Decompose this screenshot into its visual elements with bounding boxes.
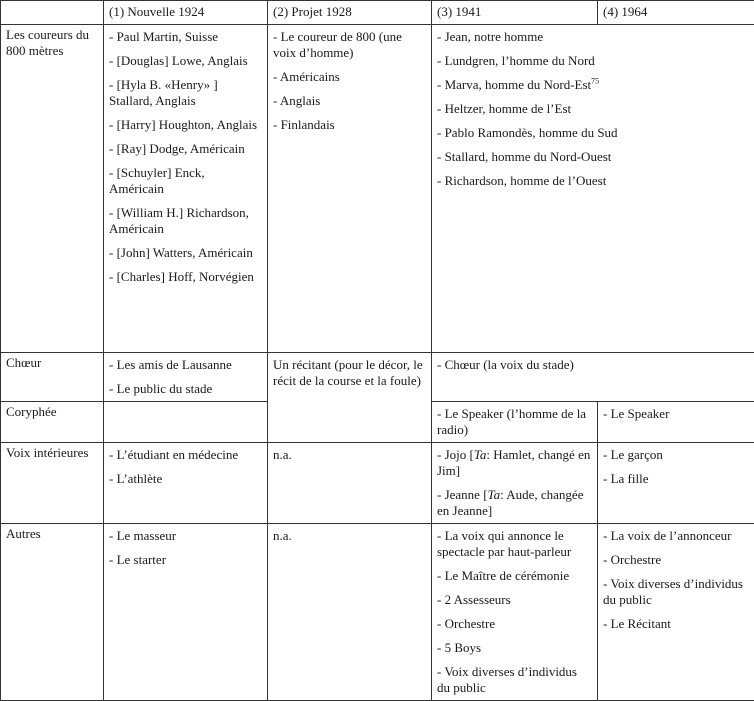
list-item: - Lundgren, l’homme du Nord	[437, 53, 749, 69]
list-item: - Chœur (la voix du stade)	[437, 357, 749, 373]
list-item: - Orchestre	[603, 552, 749, 568]
list-item: - Le masseur	[109, 528, 262, 544]
jeanne-suffix: : Aude, changée en Jeanne]	[437, 487, 583, 518]
row-label-choeur: Chœur	[1, 353, 104, 402]
cell-choeur-1924	[104, 353, 268, 402]
list-item: - [Hyla B. «Henry» ] Stallard, Anglais	[109, 77, 262, 109]
header-row	[1, 1, 754, 25]
row-coureurs	[1, 25, 754, 353]
cell-autres-1964	[598, 524, 754, 701]
list-item: n.a.	[273, 528, 426, 544]
list-item: - Finlandais	[273, 117, 426, 133]
row-autres	[1, 524, 754, 701]
list-item	[437, 487, 592, 519]
list-item: - 2 Assesseurs	[437, 592, 592, 608]
header-cell-empty	[1, 1, 104, 25]
list-item: - Les amis de Lausanne	[109, 357, 262, 373]
row-voix-interieures	[1, 443, 754, 524]
cell-coryphee-1964	[598, 402, 754, 443]
list-item: n.a.	[273, 447, 426, 463]
list-item: - Le Speaker (l’homme de la radio)	[437, 406, 592, 438]
list-item: - Stallard, homme du Nord-Ouest	[437, 149, 749, 165]
cell-coureurs-1941-1964	[432, 25, 754, 353]
list-item: Un récitant (pour le décor, le récit de la course et la foule)	[273, 357, 426, 389]
cell-autres-1928	[268, 524, 432, 701]
list-item: - Richardson, homme de l’Ouest	[437, 173, 749, 189]
row-choeur	[1, 353, 754, 402]
jeanne-prefix: - Jeanne [	[437, 487, 488, 502]
list-item: - [Douglas] Lowe, Anglais	[109, 53, 262, 69]
row-label-autres: Autres	[1, 524, 104, 701]
cell-coureurs-1924	[104, 25, 268, 353]
list-item	[437, 77, 749, 93]
row-label-voix: Voix intérieures	[1, 443, 104, 524]
list-item: - Le public du stade	[109, 381, 262, 397]
list-item: - [William H.] Richardson, Américain	[109, 205, 262, 237]
list-item: - Le Récitant	[603, 616, 749, 632]
list-item: - Heltzer, homme de l’Est	[437, 101, 749, 117]
cell-voix-1928	[268, 443, 432, 524]
cell-coryphee-1924	[104, 402, 268, 443]
list-item: - Le garçon	[603, 447, 749, 463]
list-item: - La fille	[603, 471, 749, 487]
list-item: - La voix de l’annonceur	[603, 528, 749, 544]
list-item: - Le coureur de 800 (une voix d’homme)	[273, 29, 426, 61]
list-item: - 5 Boys	[437, 640, 592, 656]
list-item: - Le starter	[109, 552, 262, 568]
jojo-prefix: - Jojo [	[437, 447, 474, 462]
list-item: - Voix diverses d’individus du public	[603, 576, 749, 608]
list-item: - Pablo Ramondès, homme du Sud	[437, 125, 749, 141]
list-item: - Américains	[273, 69, 426, 85]
cell-autres-1924	[104, 524, 268, 701]
list-item: - Voix diverses d’individus du public	[437, 664, 592, 696]
cell-choeur-1928	[268, 353, 432, 443]
cell-voix-1924	[104, 443, 268, 524]
list-item: - L’étudiant en médecine	[109, 447, 262, 463]
header-cell-1941: (3) 1941	[432, 1, 598, 25]
list-item: - Orchestre	[437, 616, 592, 632]
row-label-coryphee: Coryphée	[1, 402, 104, 443]
list-item: - Le Speaker	[603, 406, 749, 422]
header-cell-1924: (1) Nouvelle 1924	[104, 1, 268, 25]
list-item: - [Harry] Houghton, Anglais	[109, 117, 262, 133]
list-item: - [John] Watters, Américain	[109, 245, 262, 261]
footnote-ref: 75	[591, 77, 599, 86]
list-item: - Jean, notre homme	[437, 29, 749, 45]
header-cell-1928: (2) Projet 1928	[268, 1, 432, 25]
header-cell-1964: (4) 1964	[598, 1, 754, 25]
cell-autres-1941	[432, 524, 598, 701]
list-item: - [Charles] Hoff, Norvégien	[109, 269, 262, 285]
cell-coureurs-1928	[268, 25, 432, 353]
cell-voix-1941	[432, 443, 598, 524]
list-item: - Le Maître de cérémonie	[437, 568, 592, 584]
list-item: - [Ray] Dodge, Américain	[109, 141, 262, 157]
ta-abbrev: Ta	[474, 447, 487, 462]
row-label-coureurs: Les coureurs du 800 mètres	[1, 25, 104, 353]
list-item: - L’athlète	[109, 471, 262, 487]
jojo-suffix: : Hamlet, changé en Jim]	[437, 447, 590, 478]
list-item: - Anglais	[273, 93, 426, 109]
list-item: - Paul Martin, Suisse	[109, 29, 262, 45]
ta-abbrev: Ta	[488, 487, 501, 502]
list-item: - [Schuyler] Enck, Américain	[109, 165, 262, 197]
cell-choeur-1941-1964	[432, 353, 754, 402]
list-item-text: - Marva, homme du Nord-Est	[437, 77, 591, 92]
list-item	[437, 447, 592, 479]
list-item: - La voix qui annonce le spectacle par haut-parleur	[437, 528, 592, 560]
cell-voix-1964	[598, 443, 754, 524]
cell-coryphee-1941	[432, 402, 598, 443]
